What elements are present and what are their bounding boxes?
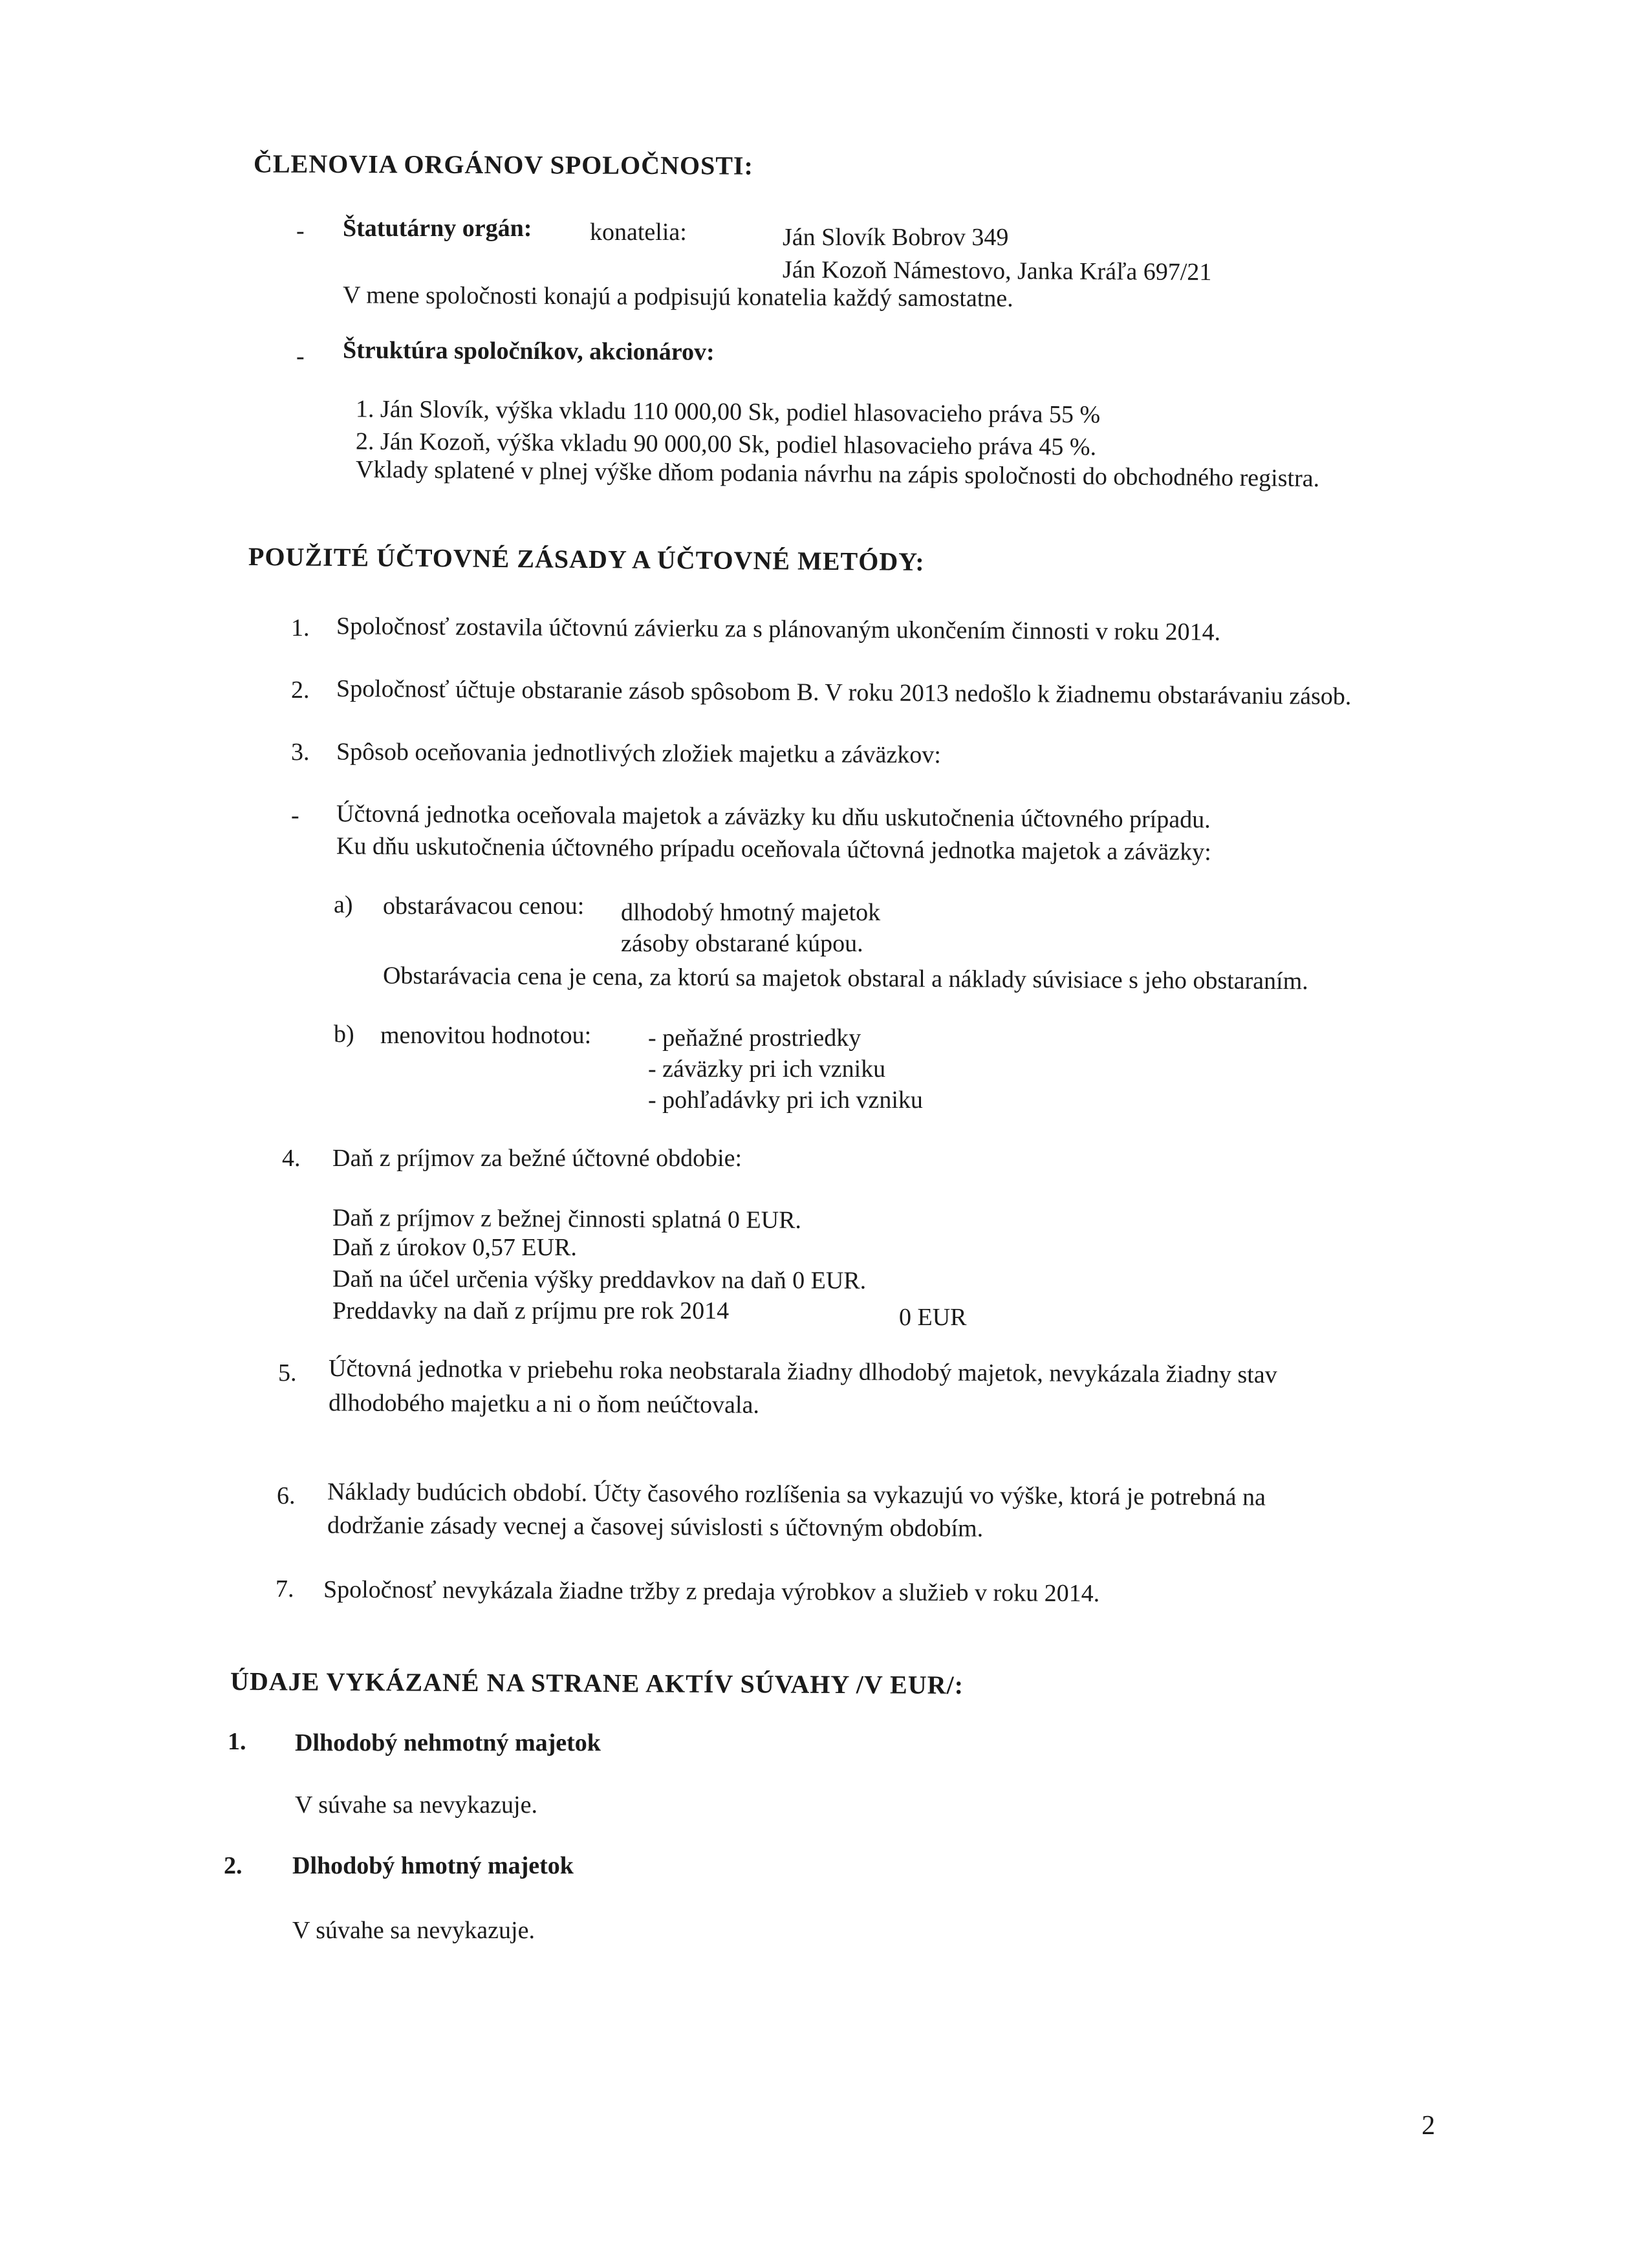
tax-line-4-label: Preddavky na daň z príjmu pre rok 2014 xyxy=(332,1297,730,1324)
valuation-a-label: a) xyxy=(334,891,353,918)
statutory-person-2: Ján Kozoň Námestovo, Janka Kráľa 697/21 xyxy=(782,255,1212,286)
structure-line-1: 1. Ján Slovík, výška vkladu 110 000,00 Sk, podiel hlasovacieho práva 55 % xyxy=(355,395,1101,429)
asset-1-number: 1. xyxy=(228,1728,246,1755)
valuation-line-2: Ku dňu uskutočnenia účtovného prípadu oceňovala účtovná jednotka majetok a záväzky: xyxy=(336,832,1211,866)
valuation-b-item-2: - záväzky pri ich vzniku xyxy=(648,1055,886,1083)
page-number: 2 xyxy=(1422,2111,1435,2141)
principle-3-text: Spôsob oceňovania jednotlivých zložiek majetku a záväzkov: xyxy=(336,738,942,769)
tax-line-2: Daň z úrokov 0,57 EUR. xyxy=(332,1234,577,1261)
principle-1-text: Spoločnosť zostavila účtovnú závierku za s plánovaným ukončením činnosti v roku 2014. xyxy=(336,612,1221,646)
tax-line-3: Daň na účel určenia výšky preddavkov na daň 0 EUR. xyxy=(332,1265,867,1295)
asset-2-title: Dlhodobý hmotný majetok xyxy=(292,1852,574,1879)
principle-4-number: 4. xyxy=(282,1145,301,1172)
principle-2-number: 2. xyxy=(291,676,310,704)
statutory-person-1: Ján Slovík Bobrov 349 xyxy=(783,224,1009,251)
principle-6-line-2: dodržanie zásady vecnej a časovej súvislosti s účtovným obdobím. xyxy=(327,1511,984,1542)
statutory-note: V mene spoločnosti konajú a podpisujú konatelia každý samostatne. xyxy=(342,281,1013,312)
section-heading-principles: POUŽITÉ ÚČTOVNÉ ZÁSADY A ÚČTOVNÉ METÓDY: xyxy=(248,541,925,577)
principle-5-line-2: dlhodobého majetku a ni o ňom neúčtovala. xyxy=(328,1389,759,1419)
structure-line-2: 2. Ján Kozoň, výška vkladu 90 000,00 Sk, podiel hlasovacieho práva 45 %. xyxy=(355,427,1097,461)
asset-1-text: V súvahe sa nevykazuje. xyxy=(295,1791,537,1819)
section-heading-assets: ÚDAJE VYKÁZANÉ NA STRANE AKTÍV SÚVAHY /V EUR/: xyxy=(230,1667,964,1700)
principle-4-text: Daň z príjmov za bežné účtovné obdobie: xyxy=(332,1145,742,1172)
tax-line-4-value: 0 EUR xyxy=(899,1304,967,1331)
principle-5-line-1: Účtovná jednotka v priebehu roka neobstarala žiadny dlhodobý majetok, nevykázala žiadny stav xyxy=(328,1354,1277,1389)
principle-3-number: 3. xyxy=(291,739,310,766)
asset-2-text: V súvahe sa nevykazuje. xyxy=(292,1917,535,1944)
section-heading-members: ČLENOVIA ORGÁNOV SPOLOČNOSTI: xyxy=(253,149,753,180)
tax-line-1: Daň z príjmov z bežnej činnosti splatná 0 EUR. xyxy=(332,1204,802,1234)
valuation-a-method: obstarávacou cenou: xyxy=(383,892,585,920)
asset-1-title: Dlhodobý nehmotný majetok xyxy=(295,1729,601,1756)
principle-2-text: Spoločnosť účtuje obstaranie zásob spôsobom B. V roku 2013 nedošlo k žiadnemu obstarávaniu zásob. xyxy=(336,675,1352,711)
principle-7-text: Spoločnosť nevykázala žiadne tržby z predaja výrobkov a služieb v roku 2014. xyxy=(323,1575,1100,1608)
statutory-role: konatelia: xyxy=(590,219,687,246)
principle-1-number: 1. xyxy=(291,614,310,642)
valuation-a-note: Obstarávacia cena je cena, za ktorú sa majetok obstaral a náklady súvisiace s jeho obstaraním. xyxy=(382,962,1308,995)
statutory-label: Štatutárny orgán: xyxy=(343,215,532,242)
principle-6-number: 6. xyxy=(277,1482,296,1509)
bullet-structure: - xyxy=(296,343,305,370)
valuation-b-label: b) xyxy=(334,1021,354,1048)
valuation-b-item-3: - pohľadávky pri ich vzniku xyxy=(648,1086,923,1114)
bullet-statutory: - xyxy=(296,217,305,244)
valuation-line-1: Účtovná jednotka oceňovala majetok a záväzky ku dňu uskutočnenia účtovného prípadu. xyxy=(336,800,1211,834)
principle-7-number: 7. xyxy=(276,1575,294,1603)
bullet-valuation: - xyxy=(291,802,299,829)
principle-5-number: 5. xyxy=(278,1359,297,1387)
valuation-b-method: menovitou hodnotou: xyxy=(380,1022,592,1049)
structure-label: Štruktúra spoločníkov, akcionárov: xyxy=(342,336,715,366)
principle-6-line-1: Náklady budúcich období. Účty časového rozlíšenia sa vykazujú vo výške, ktorá je potrebná na xyxy=(327,1478,1266,1511)
structure-line-3: Vklady splatené v plnej výške dňom podania návrhu na zápis spoločnosti do obchodného registra. xyxy=(355,455,1320,493)
valuation-b-item-1: - peňažné prostriedky xyxy=(648,1024,861,1052)
valuation-a-item-2: zásoby obstarané kúpou. xyxy=(621,930,863,957)
valuation-a-item-1: dlhodobý hmotný majetok xyxy=(621,899,881,926)
asset-2-number: 2. xyxy=(224,1852,243,1879)
